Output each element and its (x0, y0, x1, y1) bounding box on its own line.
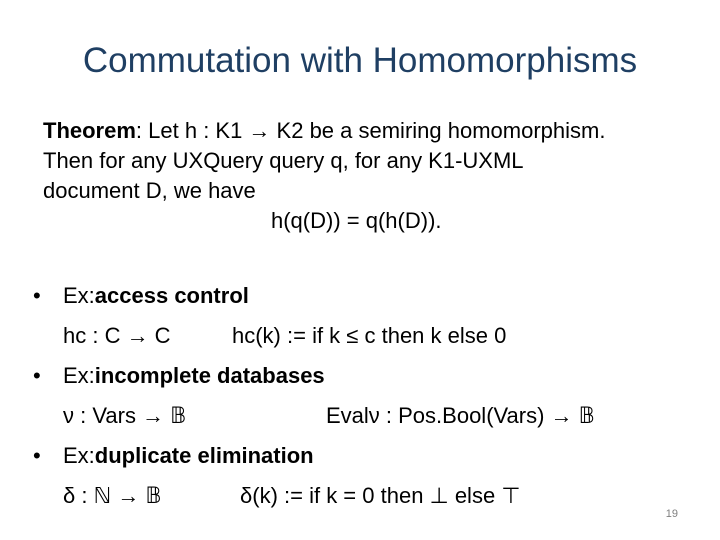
page-number: 19 (665, 508, 678, 520)
theorem-line-1 (43, 116, 703, 146)
example-name: duplicate elimination (94, 443, 314, 468)
example-definition: Evalν : Pos.Bool(Vars) → 𝔹 (326, 403, 595, 428)
example-mapping: ν : Vars → 𝔹 (63, 403, 187, 428)
example-name: access control (94, 283, 249, 308)
example-definition: hc(k) := if k ≤ c then k else 0 (232, 323, 507, 348)
theorem-label: Theorem (43, 118, 136, 143)
theorem-line-2: Then for any UXQuery query q, for any K1-UXML (43, 148, 524, 173)
slide-title: Commutation with Homomorphisms (82, 41, 638, 80)
example-mapping: hc : C → C (63, 323, 171, 348)
example-prefix: Ex: (63, 283, 95, 308)
bullet-icon: • (33, 283, 41, 308)
example-item-incomplete-databases (33, 356, 703, 396)
theorem-line-1-rest: : Let h : K1 → K2 be a semiring homomorphism. (135, 118, 606, 143)
theorem-line-3: document D, we have (43, 178, 256, 203)
example-prefix: Ex: (63, 443, 95, 468)
example-mapping: δ : ℕ → 𝔹 (63, 483, 162, 508)
example-definition: δ(k) := if k = 0 then ⊥ else ⊤ (240, 483, 521, 508)
example-detail-duplicate-elimination (33, 476, 703, 516)
example-detail-incomplete-databases (33, 396, 703, 436)
bullet-icon: • (33, 443, 41, 468)
example-prefix: Ex: (63, 363, 95, 388)
bullet-icon: • (33, 363, 41, 388)
example-item-access-control (33, 276, 703, 316)
example-name: incomplete databases (94, 363, 325, 388)
theorem-equation: h(q(D)) = q(h(D)). (271, 208, 442, 233)
example-item-duplicate-elimination (33, 436, 703, 476)
examples-list (33, 276, 703, 516)
example-detail-access-control (33, 316, 703, 356)
theorem-block (43, 116, 703, 236)
